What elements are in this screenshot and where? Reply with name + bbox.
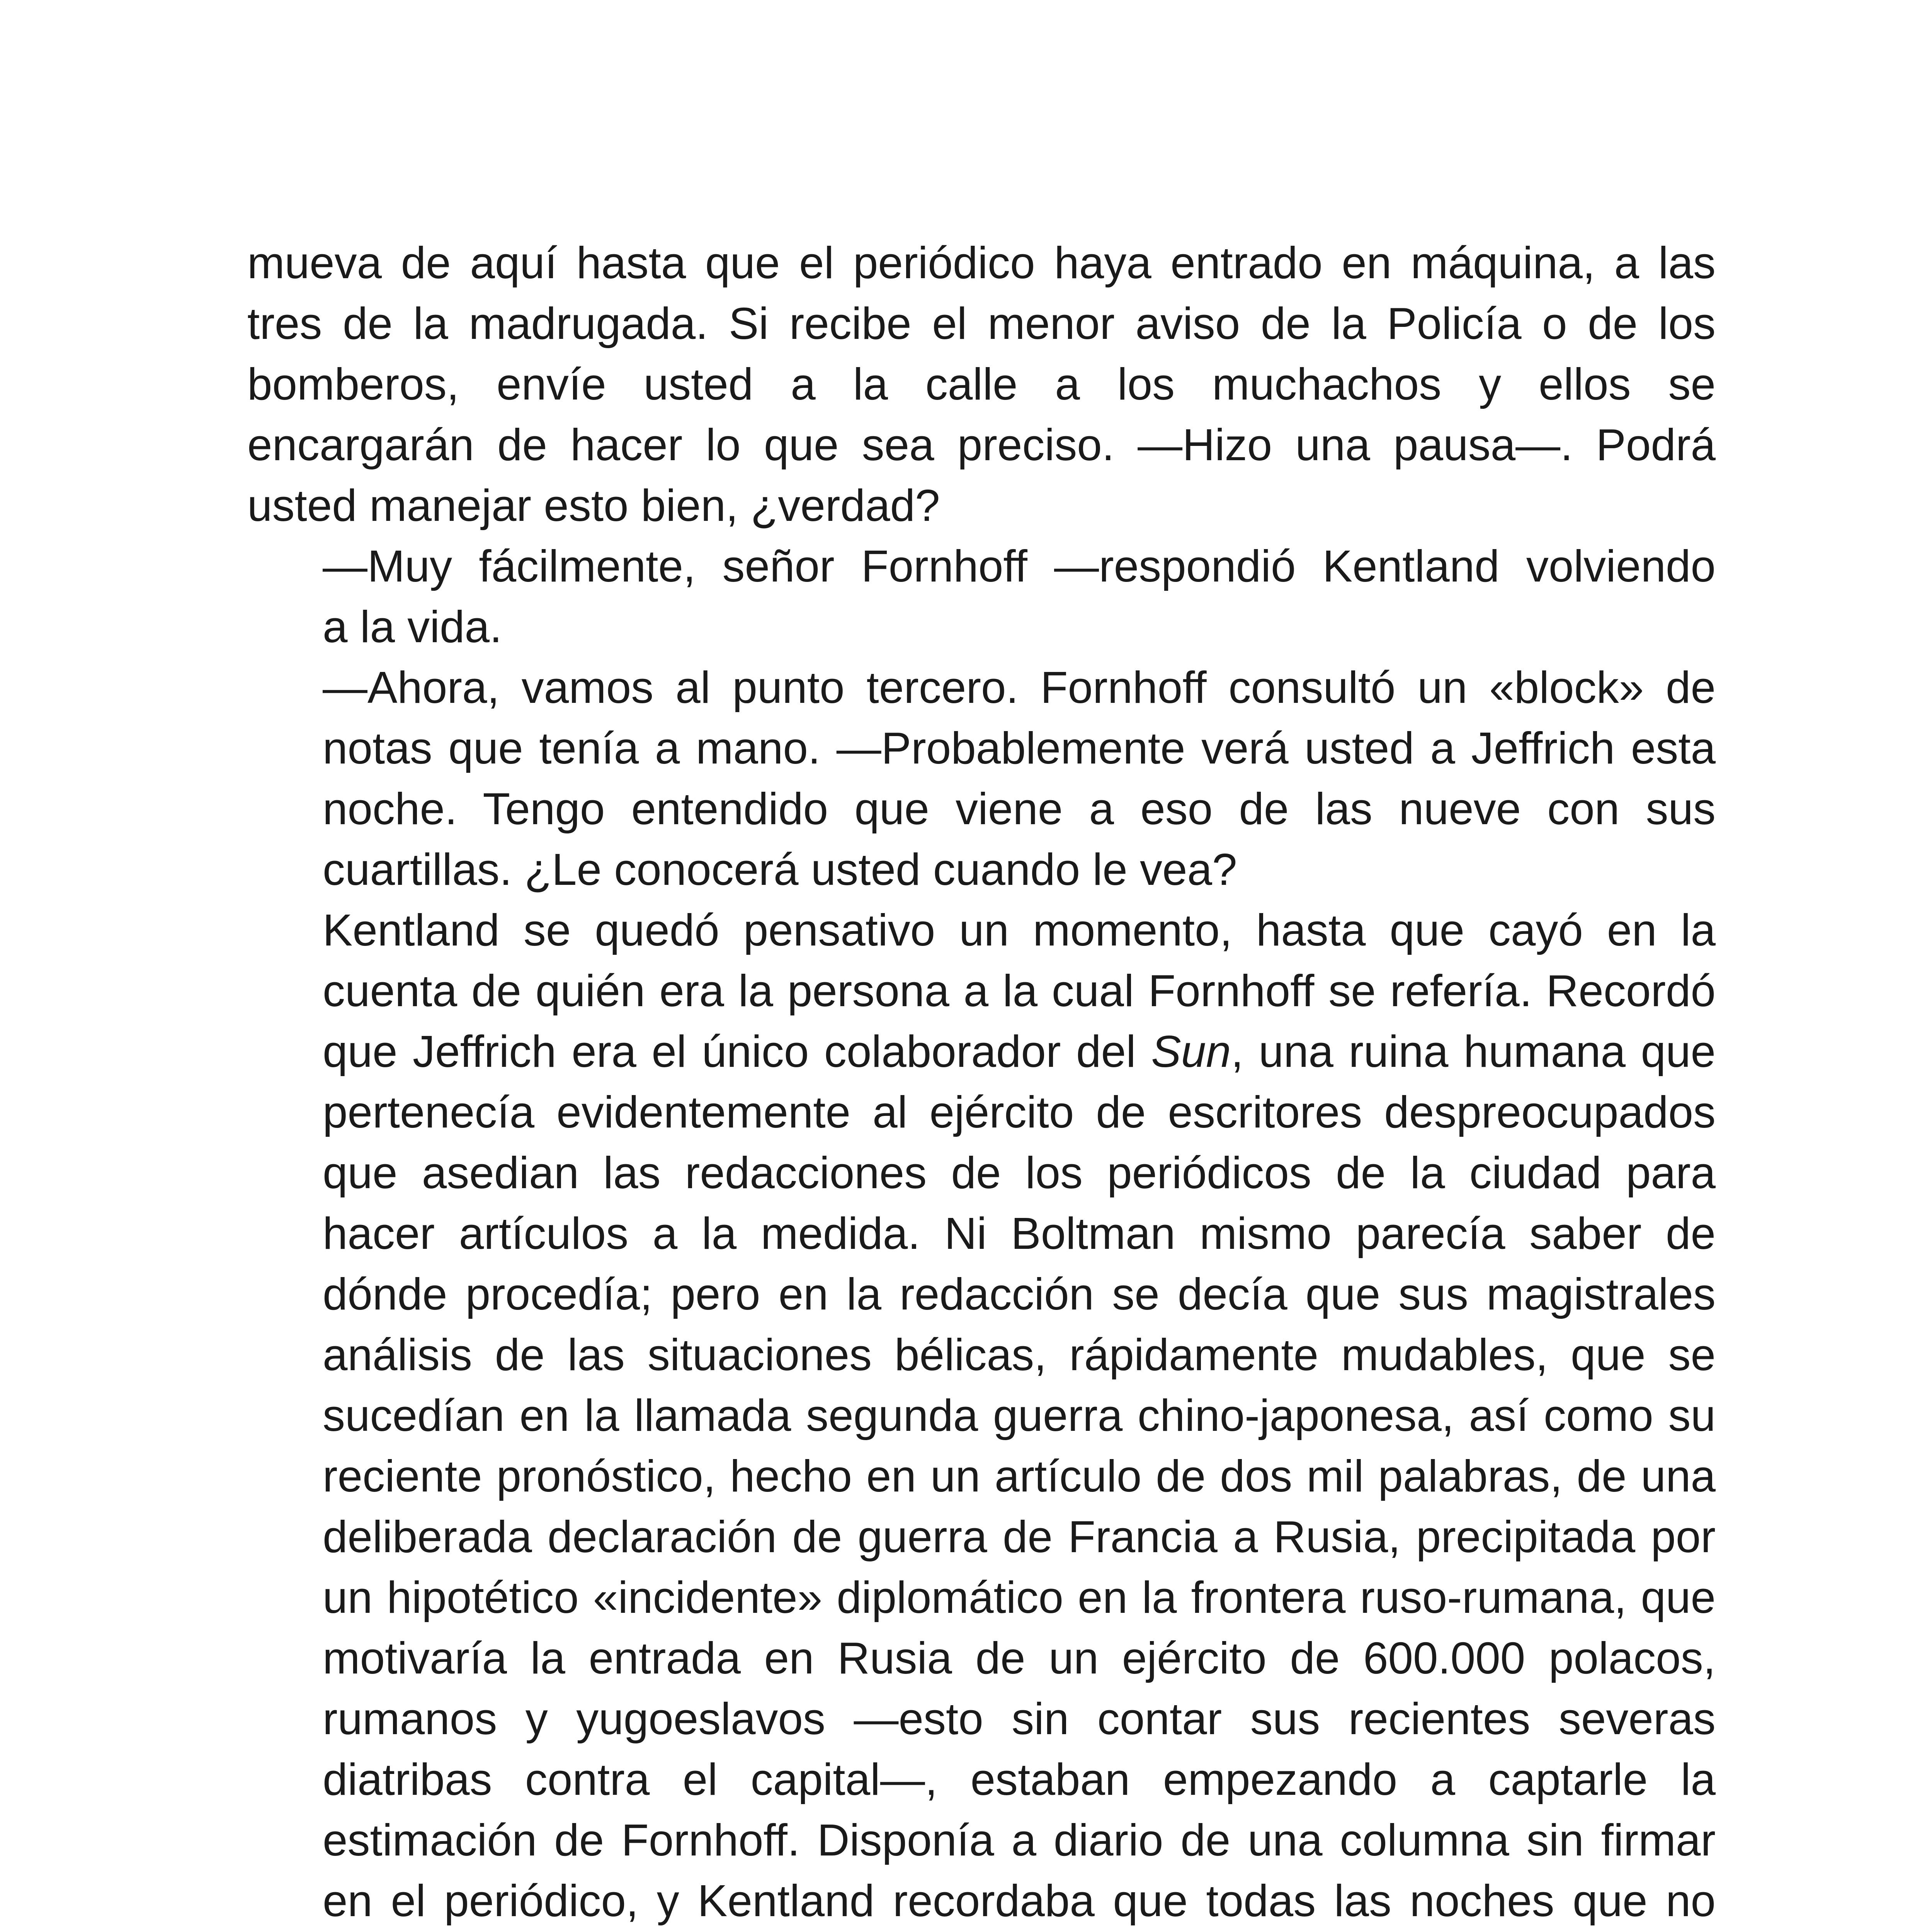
paragraph [247, 900, 1716, 1932]
text-line: reciente pronóstico, hecho en un artículo de dos mil palabras, de una [323, 1451, 1716, 1501]
italic-title: Sun [1151, 1026, 1231, 1077]
text-line: que asedian las redacciones de los periódicos de la ciudad para [323, 1148, 1716, 1198]
text-line: un hipotético «incidente» diplomático en la frontera ruso-rumana, que [323, 1572, 1716, 1622]
body-text [247, 233, 1716, 1932]
text-line: análisis de las situaciones bélicas, rápidamente mudables, que se [323, 1330, 1716, 1380]
text-line: encargarán de hacer lo que sea preciso. —Hizo una pausa—. Podrá [247, 420, 1716, 470]
text-line: en el periódico, y Kentland recordaba que todas las noches que no [323, 1876, 1716, 1926]
text-line: —Muy fácilmente, señor Fornhoff —respondió Kentland volviendo [323, 541, 1716, 591]
text-line: cuartillas. ¿Le conocerá usted cuando le vea? [323, 844, 1237, 895]
text-line: deliberada declaración de guerra de Francia a Rusia, precipitada por [323, 1512, 1716, 1562]
text-line: pertenecía evidentemente al ejército de escritores despreocupados [323, 1087, 1716, 1137]
text-line: usted manejar esto bien, ¿verdad? [247, 480, 940, 531]
text-run: que Jeffrich era el único colaborador del [323, 1026, 1151, 1077]
text-line: notas que tenía a mano. —Probablemente verá usted a Jeffrich esta [323, 723, 1716, 773]
text-line: sucedían en la llamada segunda guerra chino-japonesa, así como su [323, 1390, 1716, 1440]
text-line: a la vida. [323, 602, 502, 652]
text-line: mueva de aquí hasta que el periódico haya entrado en máquina, a las [247, 238, 1716, 288]
text-line: motivaría la entrada en Rusia de un ejército de 600.000 polacos, [323, 1633, 1716, 1683]
text-run: , una ruina humana que [1231, 1026, 1716, 1077]
text-line: diatribas contra el capital—, estaban empezando a captarle la [323, 1754, 1716, 1804]
text-line: noche. Tengo entendido que viene a eso de las nueve con sus [323, 784, 1716, 834]
text-line: hacer artículos a la medida. Ni Boltman mismo parecía saber de [323, 1208, 1716, 1259]
text-line: rumanos y yugoeslavos —esto sin contar sus recientes severas [323, 1694, 1716, 1744]
text-line: cuenta de quién era la persona a la cual Fornhoff se refería. Recordó [323, 966, 1716, 1016]
text-line: bomberos, envíe usted a la calle a los muchachos y ellos se [247, 359, 1716, 409]
text-line: estimación de Fornhoff. Disponía a diario de una columna sin firmar [323, 1815, 1716, 1865]
text-line: tres de la madrugada. Si recibe el menor aviso de la Policía o de los [247, 298, 1716, 349]
paragraph [247, 233, 1716, 536]
text-line: dónde procedía; pero en la redacción se decía que sus magistrales [323, 1269, 1716, 1319]
text-line: —Ahora, vamos al punto tercero. Fornhoff consultó un «block» de [323, 662, 1716, 713]
paragraph [247, 657, 1716, 900]
text-line: Kentland se quedó pensativo un momento, hasta que cayó en la [323, 905, 1716, 955]
paragraph [247, 536, 1716, 657]
text-line [247, 1021, 1716, 1082]
